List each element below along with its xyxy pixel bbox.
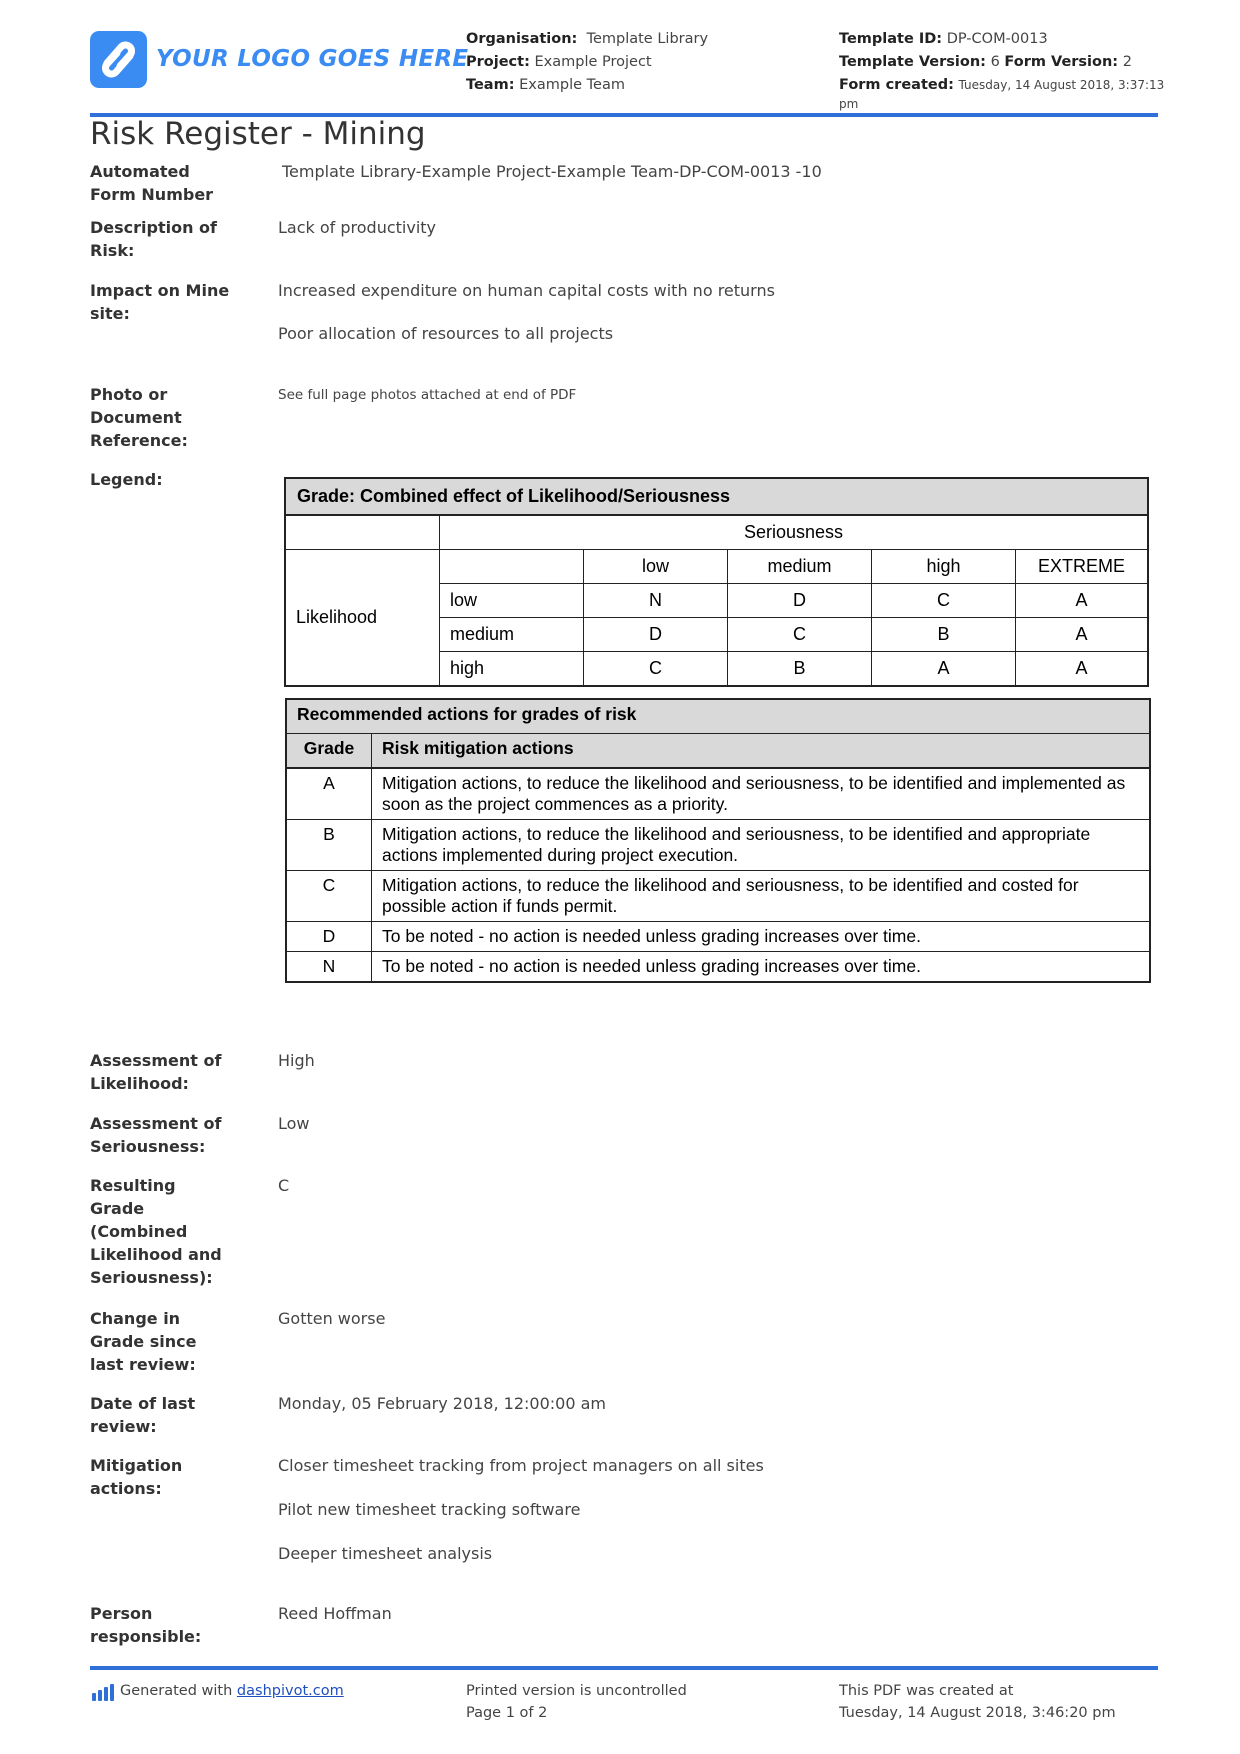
- seriousness-header: Seriousness: [440, 515, 1149, 550]
- team-value: Example Team: [519, 77, 625, 93]
- grade-label: Resulting Grade (Combined Likelihood and Seriousness):: [90, 1176, 222, 1287]
- mitigation-label: Mitigation actions:: [90, 1456, 183, 1498]
- matrix-cell: D: [728, 584, 872, 618]
- likelihood-value: High: [278, 1051, 315, 1070]
- matrix-col-header: medium: [728, 550, 872, 584]
- likelihood-header: Likelihood: [285, 550, 440, 687]
- grade-cell: B: [286, 820, 372, 871]
- table-row: [286, 871, 1150, 922]
- change-label: Change in Grade since last review:: [90, 1309, 197, 1374]
- generated-with: Generated with dashpivot.com: [120, 1683, 344, 1699]
- header-meta-right: Template ID: DP-COM-0013 Template Version: 6 Form Version: 2 Form created: Tuesday, 14 August 2018, 3:37:13 pm: [839, 31, 1165, 111]
- footer-divider: [90, 1666, 1158, 1670]
- likelihood-label: Assessment of Likelihood:: [90, 1051, 222, 1093]
- action-cell: To be noted - no action is needed unless grading increases over time.: [372, 922, 1151, 952]
- project-value: Example Project: [534, 54, 652, 70]
- matrix-row-header: high: [440, 652, 584, 687]
- header-meta-left: Organisation: Template Library Project: Example Project Team: Example Team: [466, 31, 709, 93]
- footer-center: [466, 1680, 687, 1724]
- impact-label: Impact on Mine site:: [90, 281, 230, 323]
- matrix-cell: C: [584, 652, 728, 687]
- matrix-cell: A: [872, 652, 1016, 687]
- grade-cell: A: [286, 768, 372, 820]
- impact-value-2: Poor allocation of resources to all projects: [278, 324, 614, 343]
- matrix-col-header: low: [584, 550, 728, 584]
- organisation-value: Template Library: [586, 31, 709, 47]
- grade-cell: D: [286, 922, 372, 952]
- recommended-actions-table: [285, 698, 1151, 983]
- mitigation-value-1: Closer timesheet tracking from project managers on all sites: [278, 1456, 764, 1475]
- action-cell: Mitigation actions, to reduce the likelihood and seriousness, to be identified and appropriate actions implemented during project execution.: [372, 820, 1151, 871]
- person-label: Person responsible:: [90, 1604, 202, 1646]
- table-row: [286, 952, 1150, 983]
- date-label: Date of last review:: [90, 1394, 196, 1436]
- date-value: Monday, 05 February 2018, 12:00:00 am: [278, 1394, 606, 1413]
- matrix-cell: C: [728, 618, 872, 652]
- grade-matrix-table: [284, 477, 1149, 687]
- matrix-col-header: high: [872, 550, 1016, 584]
- table-row: [286, 922, 1150, 952]
- grade-cell: C: [286, 871, 372, 922]
- action-cell: Mitigation actions, to reduce the likelihood and seriousness, to be identified and costed for possible action if funds permit.: [372, 871, 1151, 922]
- matrix-cell: A: [1016, 652, 1149, 687]
- description-label: Description of Risk:: [90, 218, 218, 260]
- change-value: Gotten worse: [278, 1309, 386, 1328]
- template-id-value: DP-COM-0013: [946, 31, 1048, 47]
- matrix-col-header: EXTREME: [1016, 550, 1149, 584]
- grade-column-header: Grade: [286, 734, 372, 769]
- table-row: [286, 768, 1150, 820]
- photo-label: Photo or Document Reference:: [90, 385, 188, 450]
- table-row: [286, 820, 1150, 871]
- action-cell: To be noted - no action is needed unless grading increases over time.: [372, 952, 1151, 983]
- page-title: Risk Register - Mining: [90, 116, 426, 152]
- seriousness-value: Low: [278, 1114, 310, 1133]
- logo-text: YOUR LOGO GOES HERE: [156, 46, 469, 72]
- footer-right: [839, 1680, 1116, 1724]
- matrix-cell: C: [872, 584, 1016, 618]
- mitigation-value-2: Pilot new timesheet tracking software: [278, 1500, 581, 1519]
- matrix-cell: N: [584, 584, 728, 618]
- dashpivot-link[interactable]: dashpivot.com: [236, 1683, 344, 1699]
- impact-value-1: Increased expenditure on human capital costs with no returns: [278, 281, 775, 300]
- matrix-cell: B: [872, 618, 1016, 652]
- actions-caption: Recommended actions for grades of risk: [286, 699, 1150, 734]
- mitigation-value-3: Deeper timesheet analysis: [278, 1544, 493, 1563]
- form-created-value: Tuesday, 14 August 2018, 3:37:13: [958, 78, 1165, 92]
- matrix-cell: B: [728, 652, 872, 687]
- pdf-created-value: Tuesday, 14 August 2018, 3:46:20 pm: [839, 1705, 1116, 1721]
- printed-note: Printed version is uncontrolled: [466, 1683, 687, 1699]
- legend-label: Legend:: [90, 470, 163, 489]
- person-value: Reed Hoffman: [278, 1604, 392, 1623]
- dashpivot-icon: [91, 1683, 115, 1707]
- action-cell: Mitigation actions, to reduce the likelihood and seriousness, to be identified and implemented as soon as the project commences as a priority.: [372, 768, 1151, 820]
- logo-icon: [90, 31, 147, 88]
- grade-cell: N: [286, 952, 372, 983]
- actions-column-header: Risk mitigation actions: [372, 734, 1151, 769]
- description-value: Lack of productivity: [278, 218, 437, 237]
- matrix-row-header: medium: [440, 618, 584, 652]
- matrix-cell: D: [584, 618, 728, 652]
- pdf-created-label: This PDF was created at: [839, 1683, 1014, 1699]
- matrix-row-header: low: [440, 584, 584, 618]
- seriousness-label: Assessment of Seriousness:: [90, 1114, 222, 1156]
- form-number-value: Template Library-Example Project-Example Team-DP-COM-0013 -10: [282, 162, 822, 181]
- photo-value: See full page photos attached at end of PDF: [278, 387, 577, 403]
- form-number-label: Automated Form Number: [90, 162, 214, 204]
- grade-value: C: [278, 1176, 290, 1195]
- grade-matrix-caption: Grade: Combined effect of Likelihood/Seriousness: [285, 478, 1148, 515]
- matrix-cell: A: [1016, 584, 1149, 618]
- page-number: Page 1 of 2: [466, 1705, 548, 1721]
- matrix-cell: A: [1016, 618, 1149, 652]
